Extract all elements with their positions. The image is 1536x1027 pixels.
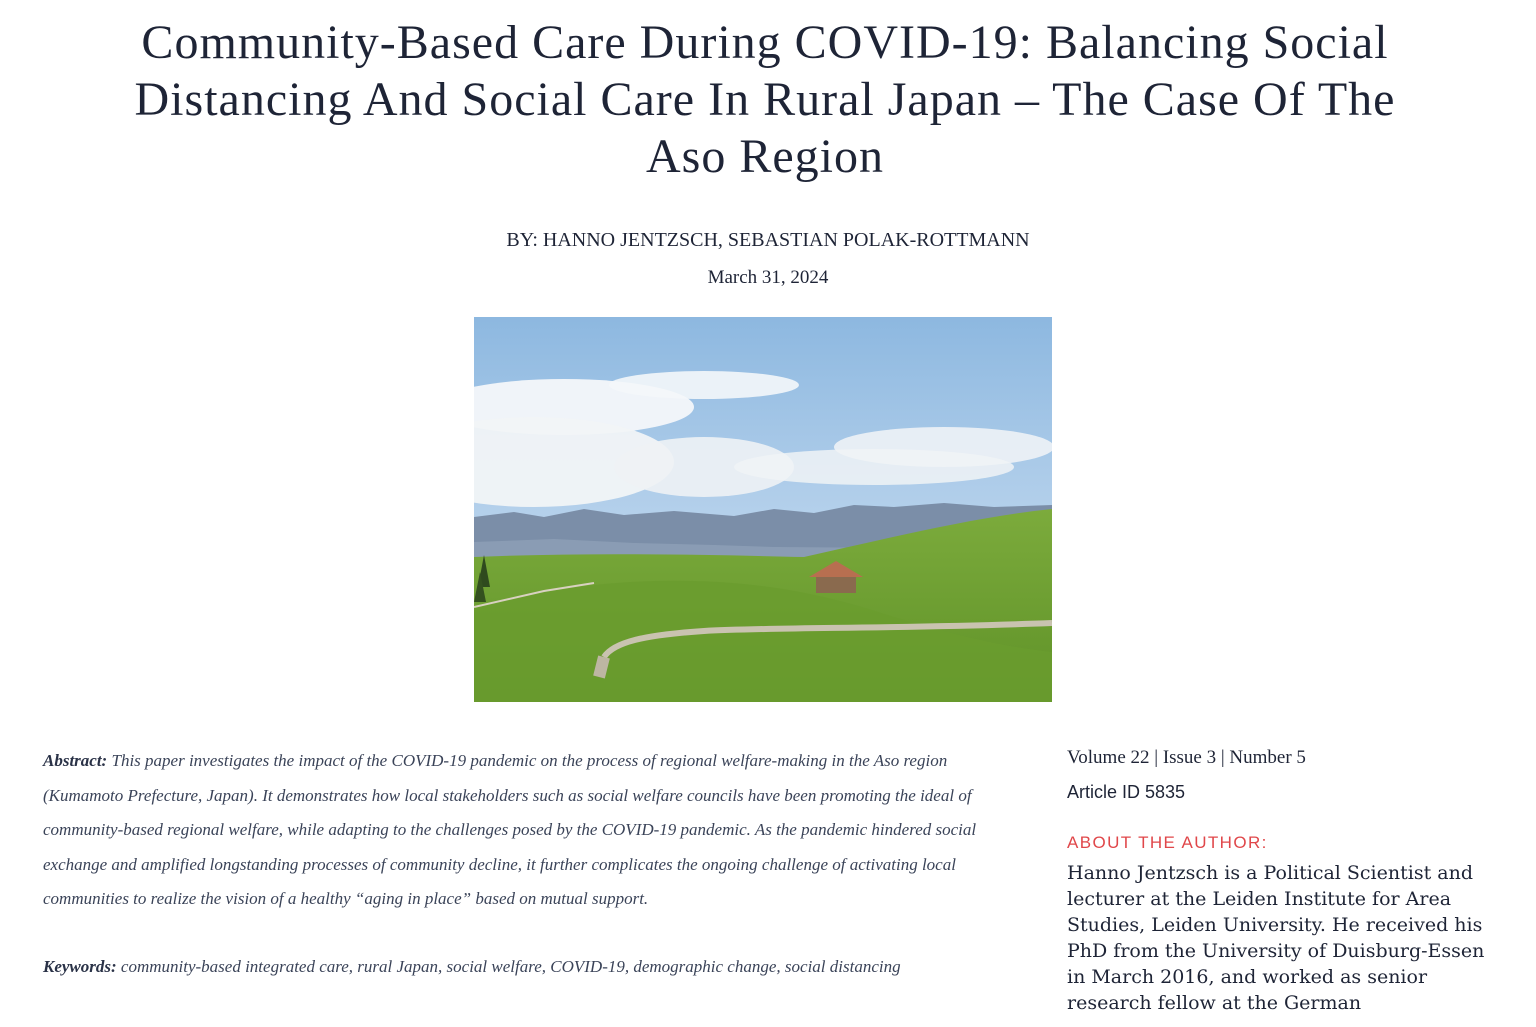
keywords-label: Keywords: (43, 956, 117, 976)
about-author-heading: ABOUT THE AUTHOR: (1067, 833, 1268, 852)
abstract-text: This paper investigates the impact of the COVID-19 pandemic on the process of regional welfare-making in the Aso region (Kumamoto Prefecture, Japan). It demonstrates how local stakeholders such as social welfare councils have been promoting the ideal of community-based regional welfare, while adapting to the challenges posed by the COVID-19 pandemic. As the pandemic hindered social exchange and amplified longstanding processes of community decline, it further complicates the ongoing challenge of activating local communities to realize the vision of a healthy “aging in place” based on mutual support. (43, 751, 977, 908)
author-bio: Hanno Jentzsch is a Political Scientist and lecturer at the Leiden Institute for Area Studies, Leiden University. He received his PhD from the University of Duisburg-Essen in March 2016, and worked as senior research fellow at the German (1067, 862, 1485, 1014)
keywords-paragraph (43, 950, 1003, 985)
abstract-paragraph (43, 744, 1003, 917)
sidebar (1067, 746, 1487, 1016)
volume-issue-number: Volume 22 | Issue 3 | Number 5 (1067, 747, 1306, 768)
article-id: Article ID 5835 (1067, 782, 1186, 802)
abstract-label: Abstract: (43, 751, 108, 770)
article-date: March 31, 2024 (707, 267, 829, 288)
article-byline: BY: HANNO JENTZSCH, SEBASTIAN POLAK-ROTTMANN (506, 229, 1030, 251)
article-title: Community-Based Care During COVID-19: Balancing Social Distancing And Social Care In Rural Japan – The Case Of The Aso Region (134, 16, 1396, 183)
abstract-section (43, 744, 1003, 984)
keywords-text: community-based integrated care, rural Japan, social welfare, COVID-19, demographic change, social distancing (120, 956, 901, 976)
hero-image (474, 317, 1052, 702)
